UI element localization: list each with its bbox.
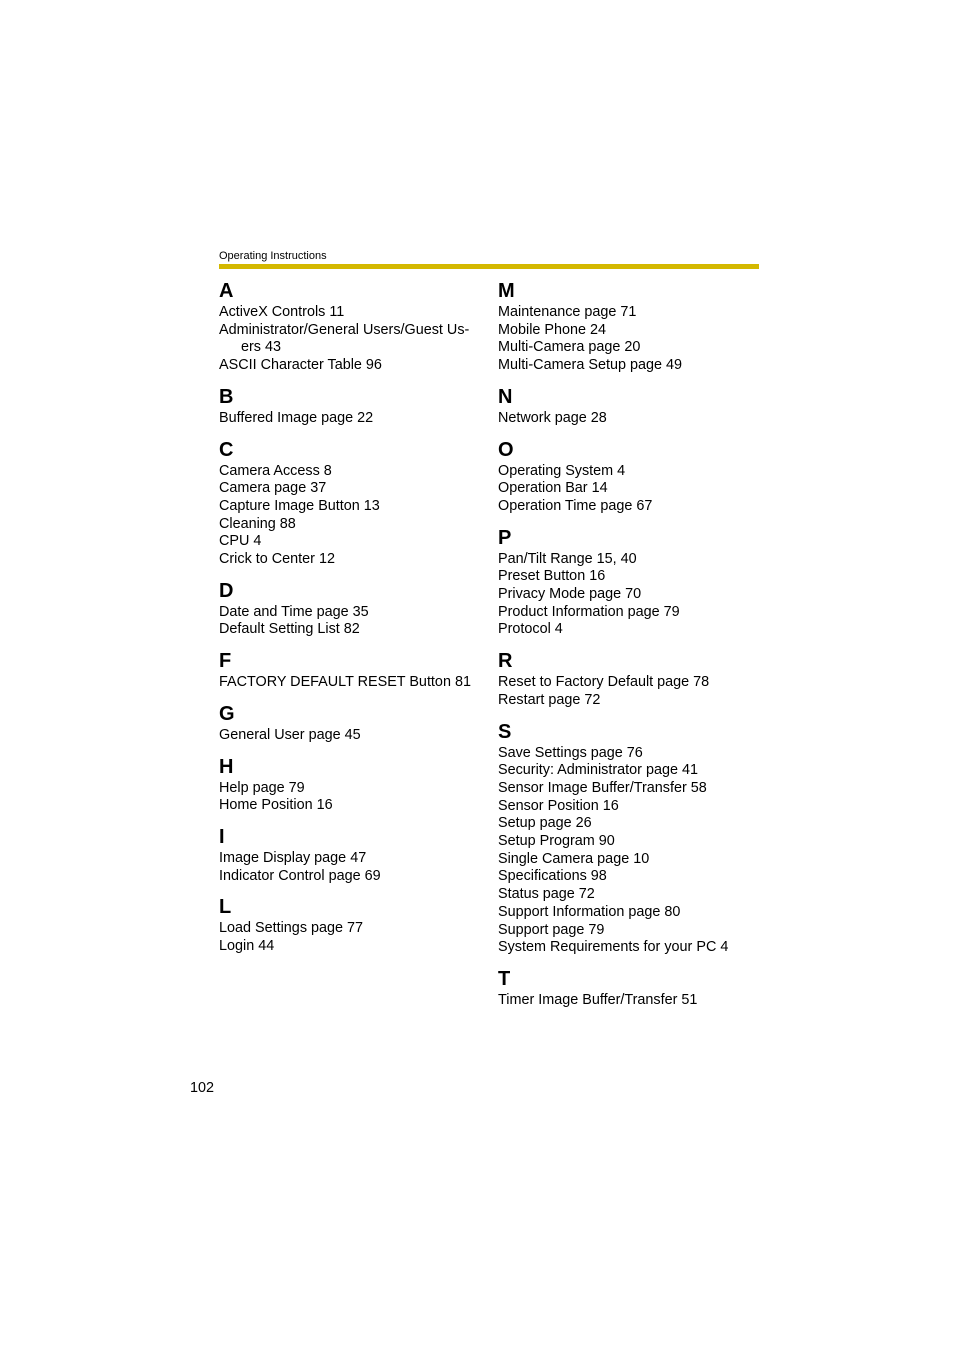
index-letter-heading: D <box>219 579 234 602</box>
index-entry: Single Camera page 10 <box>498 850 650 867</box>
index-entry: Multi-Camera Setup page 49 <box>498 357 682 374</box>
index-section-i <box>219 825 484 885</box>
index-letter-heading: I <box>219 825 225 848</box>
running-header: Operating Instructions <box>219 250 327 262</box>
index-letter-heading: O <box>498 438 514 461</box>
index-letter-heading: T <box>498 967 511 990</box>
index-column-left <box>219 279 484 966</box>
index-entry: Support Information page 80 <box>498 903 681 920</box>
index-entry: Buffered Image page 22 <box>219 409 374 426</box>
index-entry: Crick to Center 12 <box>219 551 335 568</box>
index-entry: Image Display page 47 <box>219 849 367 866</box>
index-entry: Camera Access 8 <box>219 462 332 479</box>
index-entry: Sensor Image Buffer/Transfer 58 <box>498 779 707 796</box>
index-letter-heading: A <box>219 280 234 302</box>
index-entry: Setup page 26 <box>498 815 592 832</box>
index-entry: CPU 4 <box>219 533 262 550</box>
index-letter-heading: N <box>498 385 513 408</box>
index-entry: Restart page 72 <box>498 691 601 708</box>
index-entry: Sensor Position 16 <box>498 797 619 814</box>
index-entry: Support page 79 <box>498 921 605 938</box>
index-section-o <box>498 438 763 516</box>
index-letter-heading: C <box>219 438 234 461</box>
index-entry: Pan/Tilt Range 15, 40 <box>498 550 637 567</box>
index-section-c <box>219 438 484 569</box>
index-entry: Login 44 <box>219 938 275 955</box>
index-entry: Preset Button 16 <box>498 568 606 585</box>
index-section-r <box>498 649 763 709</box>
index-section-a <box>219 279 484 375</box>
index-section-t <box>498 967 763 1010</box>
index-entry: Operating System 4 <box>498 462 626 479</box>
index-section-n <box>498 385 763 428</box>
index-entry: Protocol 4 <box>498 621 563 638</box>
index-section-h <box>219 755 484 815</box>
index-entry: Timer Image Buffer/Transfer 51 <box>498 991 698 1008</box>
index-entry: System Requirements for your PC 4 <box>498 939 729 956</box>
index-entry: Camera page 37 <box>219 480 327 497</box>
index-entry: Privacy Mode page 70 <box>498 586 642 603</box>
index-entry: Load Settings page 77 <box>219 920 364 937</box>
index-entry: Security: Administrator page 41 <box>498 762 698 779</box>
index-letter-heading: L <box>219 896 232 919</box>
index-entry: FACTORY DEFAULT RESET Button 81 <box>219 674 471 691</box>
index-entry: Status page 72 <box>498 886 595 903</box>
index-entry: Capture Image Button 13 <box>219 497 380 514</box>
index-letter-heading: G <box>219 702 235 725</box>
page-number: 102 <box>190 1080 215 1096</box>
index-section-f <box>219 649 484 692</box>
index-entry: Default Setting List 82 <box>219 621 360 638</box>
index-section-g <box>219 702 484 745</box>
index-entry: Operation Time page 67 <box>498 497 653 514</box>
index-section-b <box>219 385 484 428</box>
index-entry: Operation Bar 14 <box>498 480 608 497</box>
index-column-right <box>498 279 763 1020</box>
index-entry: ActiveX Controls 11 <box>219 304 345 320</box>
index-entry: Reset to Factory Default page 78 <box>498 674 710 691</box>
index-letter-heading: R <box>498 650 513 673</box>
index-letter-heading: F <box>219 650 232 673</box>
index-section-s <box>498 720 763 957</box>
index-entry: Cleaning 88 <box>219 515 296 532</box>
index-letter-heading: H <box>219 755 234 778</box>
index-section-m <box>498 279 763 375</box>
index-entry: Multi-Camera page 20 <box>498 339 641 356</box>
index-section-p <box>498 526 763 640</box>
index-letter-heading: M <box>498 280 515 302</box>
index-entry: Administrator/General Users/Guest Us- ers 43 <box>219 321 470 356</box>
index-entry: Maintenance page 71 <box>498 304 637 320</box>
index-entry: Product Information page 79 <box>498 603 680 620</box>
index-entry: Specifications 98 <box>498 868 607 885</box>
index-entry: Date and Time page 35 <box>219 603 369 620</box>
index-entry: Indicator Control page 69 <box>219 867 381 884</box>
index-entry: Help page 79 <box>219 779 305 796</box>
index-letter-heading: S <box>498 720 512 743</box>
index-entry: Save Settings page 76 <box>498 744 643 761</box>
index-entry: Mobile Phone 24 <box>498 321 607 338</box>
index-entry: Network page 28 <box>498 409 607 426</box>
index-entry: Setup Program 90 <box>498 833 615 850</box>
index-letter-heading: P <box>498 526 512 549</box>
index-entry: General User page 45 <box>219 726 361 743</box>
index-section-l <box>219 895 484 955</box>
index-section-d <box>219 579 484 639</box>
index-entry: Home Position 16 <box>219 797 333 814</box>
header-rule <box>219 264 759 269</box>
index-entry: ASCII Character Table 96 <box>219 357 382 374</box>
index-letter-heading: B <box>219 385 234 408</box>
